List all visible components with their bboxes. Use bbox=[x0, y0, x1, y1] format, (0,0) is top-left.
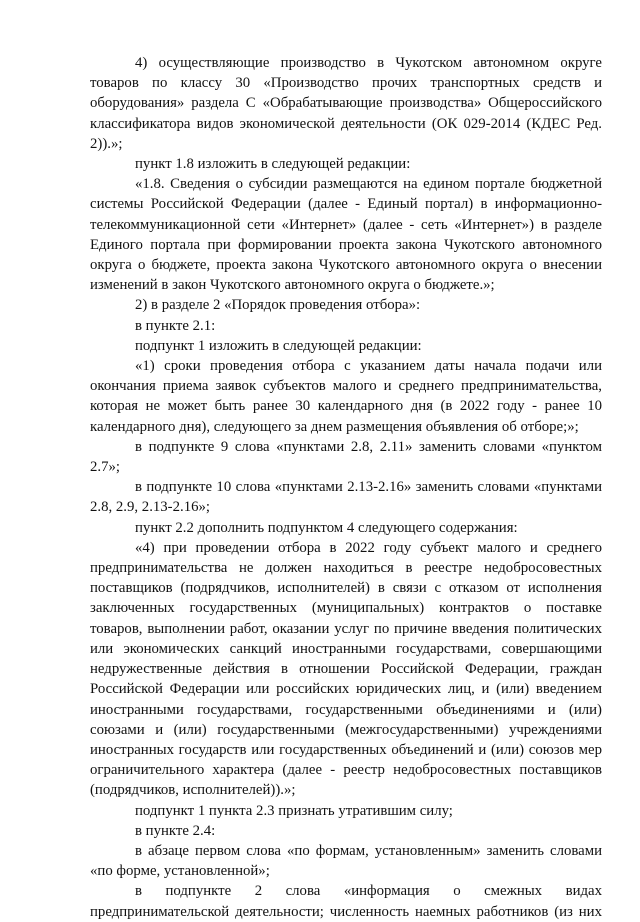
paragraph-first-abzac: в абзаце первом слова «по формам, установленным» заменить словами «по форме, установленной»; bbox=[90, 842, 602, 880]
paragraph-subpoint-2: в подпункте 2 слова «информация о смежных видах предпринимательской деятельности; численность наемных работников (из них bbox=[90, 883, 602, 920]
paragraph-subpoint-1-intro: подпункт 1 изложить в следующей редакции: bbox=[135, 337, 422, 354]
document-body bbox=[90, 53, 602, 922]
paragraph-point-2-4: в пункте 2.4: bbox=[135, 822, 216, 839]
paragraph-subpoint-10: в подпункте 10 слова «пунктами 2.13-2.16» заменить словами «пунктами 2.8, 2.9, 2.13-2.16»; bbox=[90, 479, 602, 516]
paragraph-point-2-2: пункт 2.2 дополнить подпунктом 4 следующего содержания: bbox=[135, 519, 518, 536]
paragraph-section-2: 2) в разделе 2 «Порядок проведения отбора»: bbox=[135, 297, 421, 314]
paragraph-point-2-3: подпункт 1 пункта 2.3 признать утратившим силу; bbox=[135, 802, 453, 819]
paragraph-subpoint-9: в подпункте 9 слова «пунктами 2.8, 2.11» заменить словами «пунктом 2.7»; bbox=[90, 438, 602, 476]
paragraph-subpoint-1-text: «1) сроки проведения отбора с указанием даты начала подачи или окончания приема заявок субъектов малого и среднего предпринимательства, которая не может быть ранее 30 календарного дня (в 2022 году - ранее 10 календарного дня), следующего за днем размещения объявления об отборе;»; bbox=[90, 358, 602, 435]
paragraph-point-1-8-text: «1.8. Сведения о субсидии размещаются на едином портале бюджетной системы Российской Федерации (далее - Единый портал) в информационно-телекоммуникационной сети «Интернет» (далее - сеть «Интернет») в разделе Единого портала при формировании проекта закона Чукотского автономного округа о бюджете, проекта закона Чукотского автономного округа о внесении изменений в закон Чукотского автономного округа о бюджете.»; bbox=[90, 176, 602, 294]
paragraph-item-4: 4) осуществляющие производство в Чукотском автономном округе товаров по классу 30 «Производство прочих транспортных средств и оборудования» раздела С «Обрабатывающие производства» Общероссийского классификатора видов экономической деятельности (ОК 029-2014 (КДЕС Ред. 2)).»; bbox=[90, 55, 602, 152]
paragraph-subpoint-4-text: «4) при проведении отбора в 2022 году субъект малого и среднего предпринимательства не должен находиться в реестре недобросовестных поставщиков (подрядчиков, исполнителей) в связи с отказом от исполнения заключенных государственных (муниципальных) контрактов о поставке товаров, выполнении работ, оказании услуг по причине введения политических или экономических санкций иностранными государствами, совершающими недружественные действия в отношении Российской Федерации, граждан Российской Федерации или российских юридических лиц, и (или) введением иностранными государствами, государственными объединениями и (или) союзами и (или) государственными (межгосударственными) учреждениями иностранных государств или государственных объединений и (или) союзов мер ограничительного характера (далее - реестр недобросовестных поставщиков (подрядчиков, исполнителей)).»; bbox=[90, 539, 602, 799]
paragraph-point-2-1: в пункте 2.1: bbox=[135, 317, 216, 334]
paragraph-point-1-8-intro: пункт 1.8 изложить в следующей редакции: bbox=[135, 156, 411, 173]
